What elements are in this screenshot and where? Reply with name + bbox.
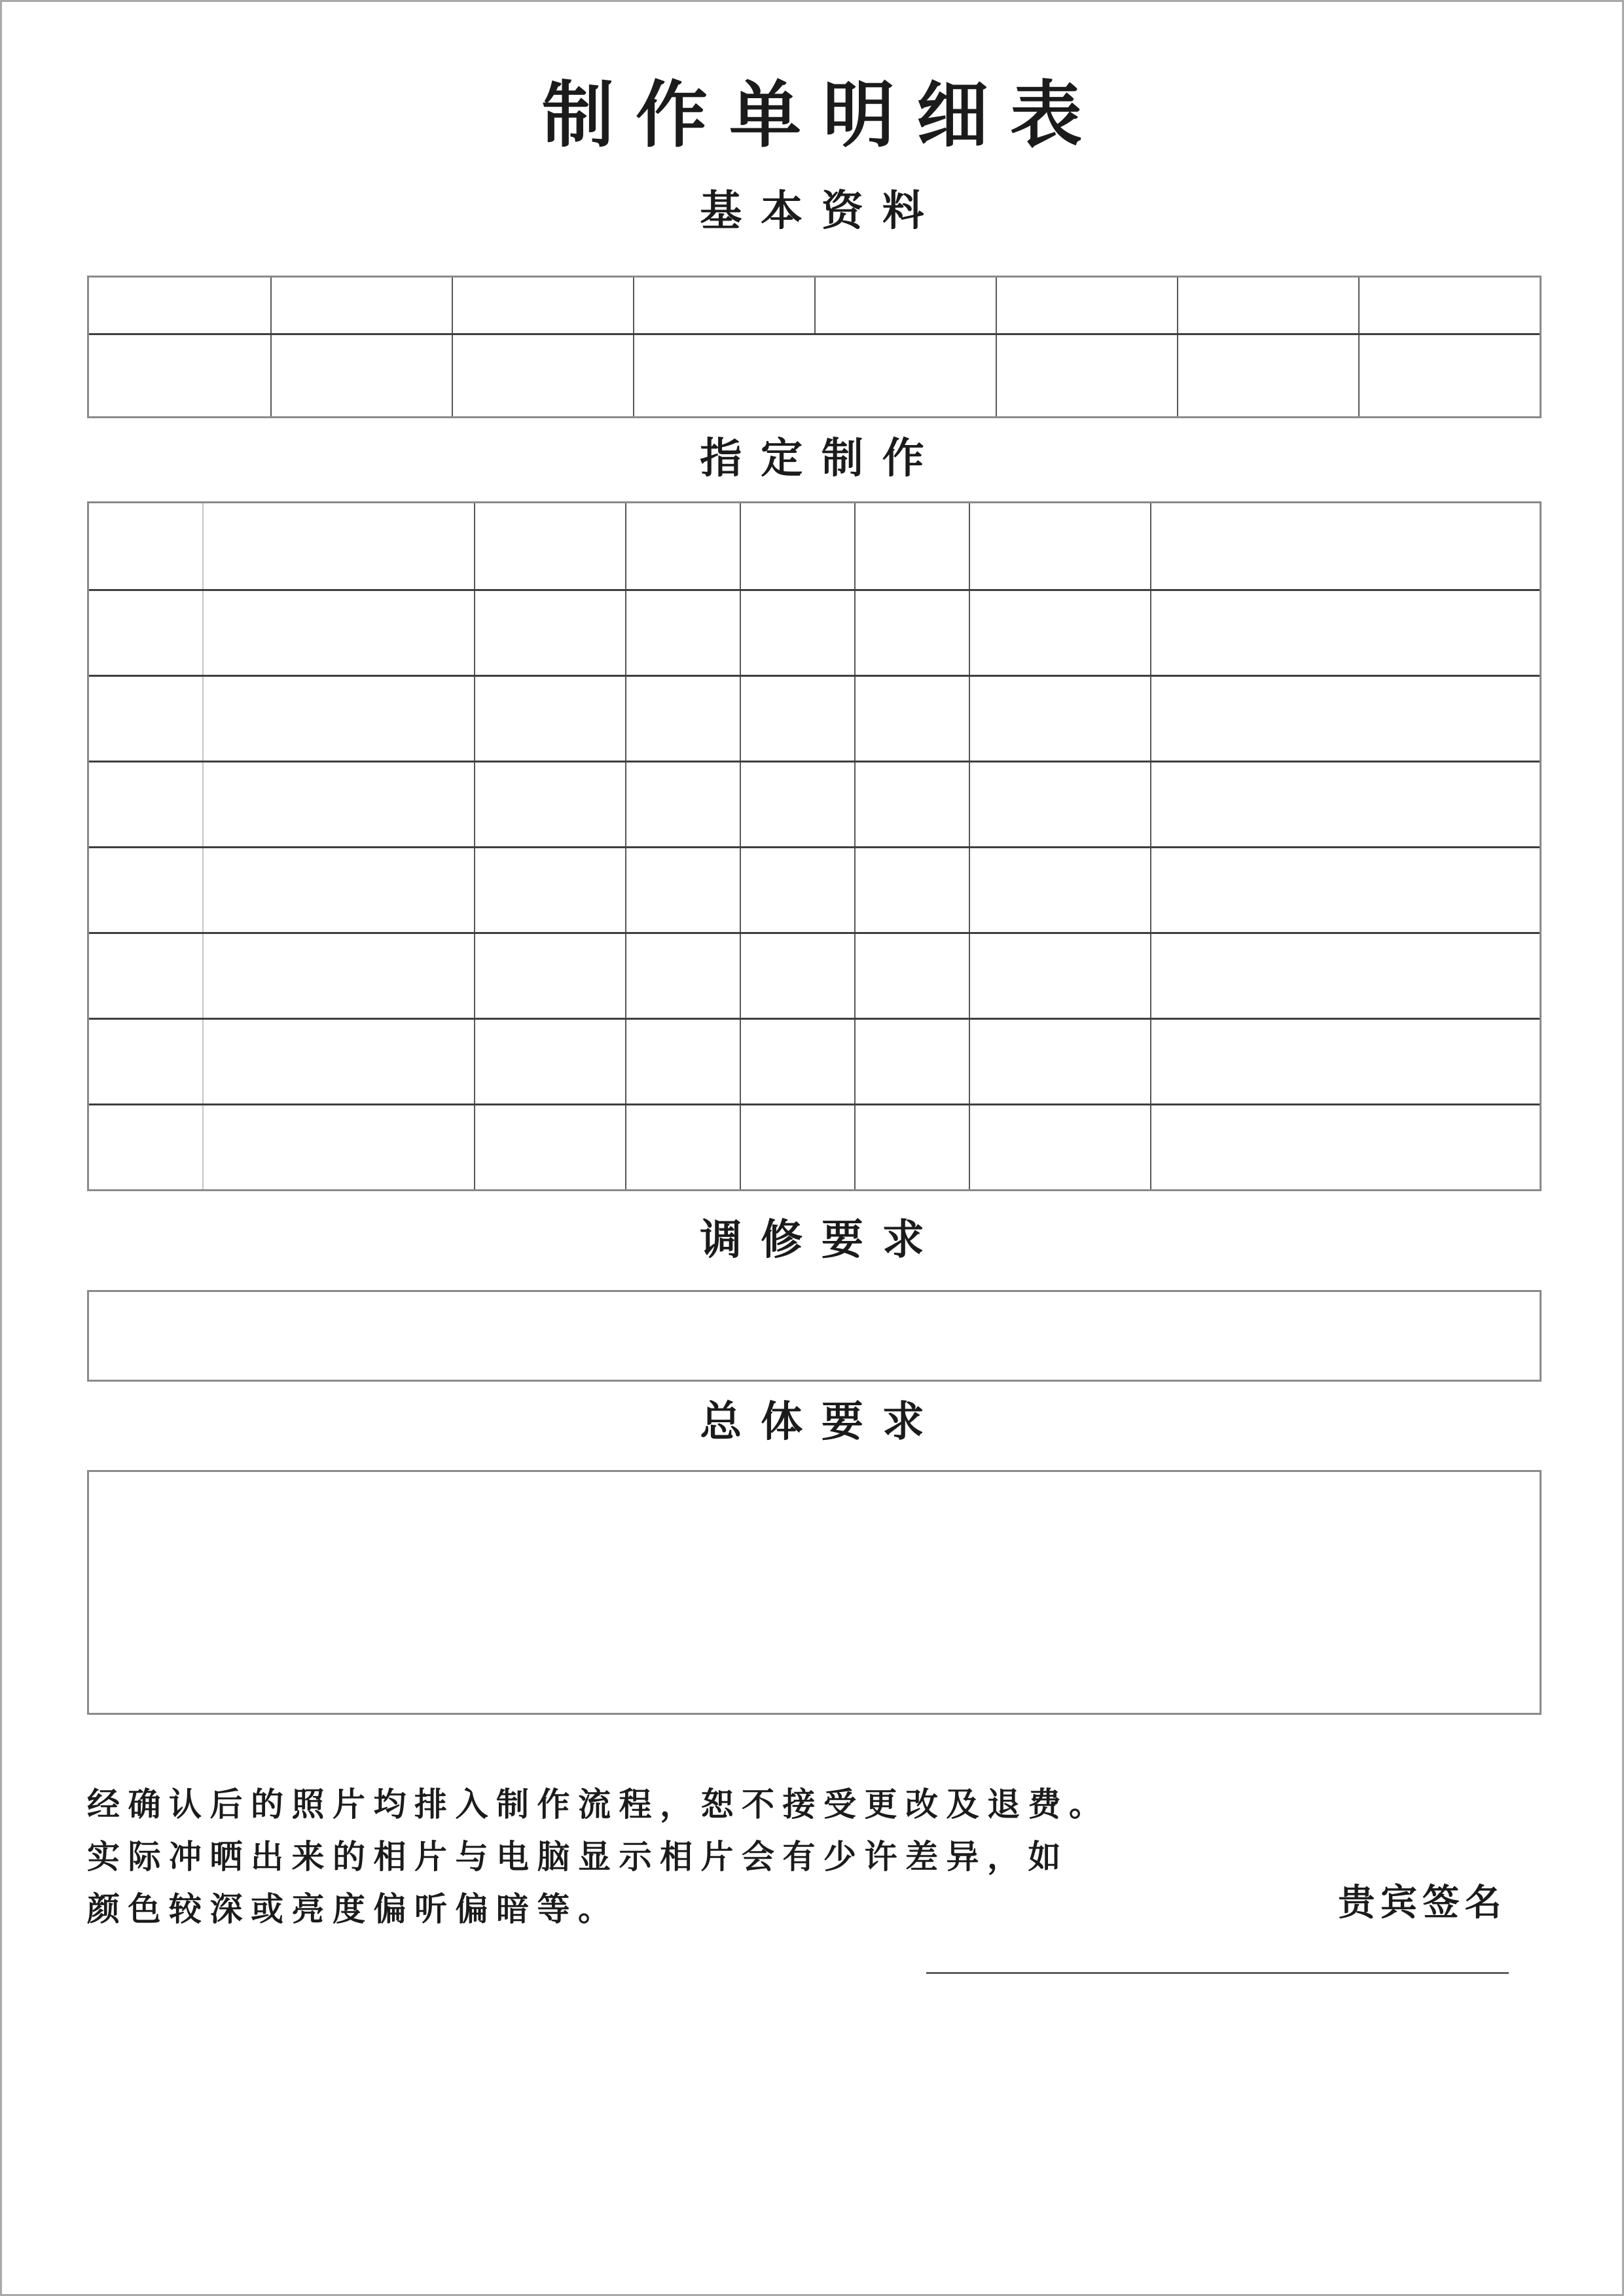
table-cell [89, 503, 202, 589]
table-cell [474, 934, 625, 1018]
table-cell [625, 1105, 740, 1189]
table-cell [270, 278, 452, 333]
table-cell [625, 503, 740, 589]
table-cell [633, 335, 996, 416]
table-cell [854, 677, 969, 761]
table-cell [89, 1020, 202, 1103]
table-cell [969, 677, 1151, 761]
table-cell [969, 1105, 1151, 1189]
table-cell [1150, 591, 1540, 675]
table-row [89, 761, 1540, 846]
table-cell [854, 848, 969, 932]
table-cell [1150, 677, 1540, 761]
table-row [89, 846, 1540, 932]
table-cell [969, 762, 1151, 846]
table-cell [625, 848, 740, 932]
table-cell [969, 503, 1151, 589]
section-heading-basic-info: 基本资料 [700, 187, 943, 234]
table-cell [854, 934, 969, 1018]
table-cell [625, 591, 740, 675]
table-cell [89, 591, 202, 675]
disclaimer-line-2: 实际冲晒出来的相片与电脑显示相片会有少许差异，如 [87, 1839, 1069, 1875]
table-cell [740, 762, 854, 846]
disclaimer-notes [87, 1778, 1110, 1935]
production-table [87, 501, 1542, 1191]
table-cell [474, 762, 625, 846]
table-cell [625, 762, 740, 846]
table-row [89, 589, 1540, 675]
overall-notes-box [87, 1470, 1542, 1715]
table-cell [202, 503, 475, 589]
table-cell [814, 278, 996, 333]
table-cell [89, 278, 270, 333]
table-cell [625, 1020, 740, 1103]
table-cell [854, 762, 969, 846]
table-cell [202, 1105, 475, 1189]
table-cell [996, 278, 1177, 333]
table-row [89, 333, 1540, 416]
table-cell [854, 503, 969, 589]
table-cell [740, 503, 854, 589]
table-cell [89, 848, 202, 932]
table-row [89, 503, 1540, 589]
table-cell [1150, 762, 1540, 846]
retouch-notes-box [87, 1290, 1542, 1382]
table-cell [1150, 848, 1540, 932]
table-row [89, 1103, 1540, 1189]
table-cell [625, 934, 740, 1018]
section-heading-retouch: 调修要求 [700, 1216, 943, 1263]
table-cell [202, 848, 475, 932]
table-cell [740, 677, 854, 761]
table-cell [89, 1105, 202, 1189]
table-cell [969, 934, 1151, 1018]
table-cell [854, 591, 969, 675]
table-cell [474, 1020, 625, 1103]
table-cell [202, 677, 475, 761]
table-row [89, 932, 1540, 1018]
table-cell [740, 848, 854, 932]
signature-line [926, 1972, 1509, 1974]
table-cell [474, 677, 625, 761]
table-cell [996, 335, 1177, 416]
table-cell [740, 591, 854, 675]
table-row [89, 278, 1540, 333]
table-cell [1150, 1105, 1540, 1189]
table-cell [89, 335, 270, 416]
table-cell [474, 591, 625, 675]
table-cell [1358, 278, 1540, 333]
table-cell [474, 503, 625, 589]
table-cell [625, 677, 740, 761]
basic-info-table [87, 276, 1542, 418]
table-cell [1177, 278, 1358, 333]
table-cell [202, 934, 475, 1018]
table-cell [452, 278, 633, 333]
table-cell [89, 677, 202, 761]
table-cell [1177, 335, 1358, 416]
table-cell [1150, 503, 1540, 589]
disclaimer-line-1: 经确认后的照片均排入制作流程，恕不接受更改及退费。 [87, 1786, 1110, 1823]
table-cell [474, 1105, 625, 1189]
table-cell [1150, 934, 1540, 1018]
section-heading-overall: 总体要求 [700, 1398, 943, 1445]
table-cell [270, 335, 452, 416]
section-heading-production: 指定制作 [700, 435, 943, 482]
table-cell [89, 762, 202, 846]
table-cell [1358, 335, 1540, 416]
table-row [89, 675, 1540, 761]
table-cell [969, 1020, 1151, 1103]
form-title: 制作单明细表 [542, 75, 1104, 156]
table-cell [854, 1020, 969, 1103]
signature-label: 贵宾签名 [1338, 1882, 1507, 1923]
table-row [89, 1018, 1540, 1103]
table-cell [969, 591, 1151, 675]
disclaimer-line-3: 颜色较深或亮度偏听偏暗等。 [87, 1891, 619, 1928]
table-cell [854, 1105, 969, 1189]
table-cell [202, 762, 475, 846]
table-cell [740, 1020, 854, 1103]
table-cell [474, 848, 625, 932]
table-cell [740, 934, 854, 1018]
table-cell [452, 335, 633, 416]
table-cell [89, 934, 202, 1018]
table-cell [633, 278, 814, 333]
table-cell [202, 1020, 475, 1103]
table-cell [740, 1105, 854, 1189]
table-cell [202, 591, 475, 675]
table-cell [1150, 1020, 1540, 1103]
table-cell [969, 848, 1151, 932]
